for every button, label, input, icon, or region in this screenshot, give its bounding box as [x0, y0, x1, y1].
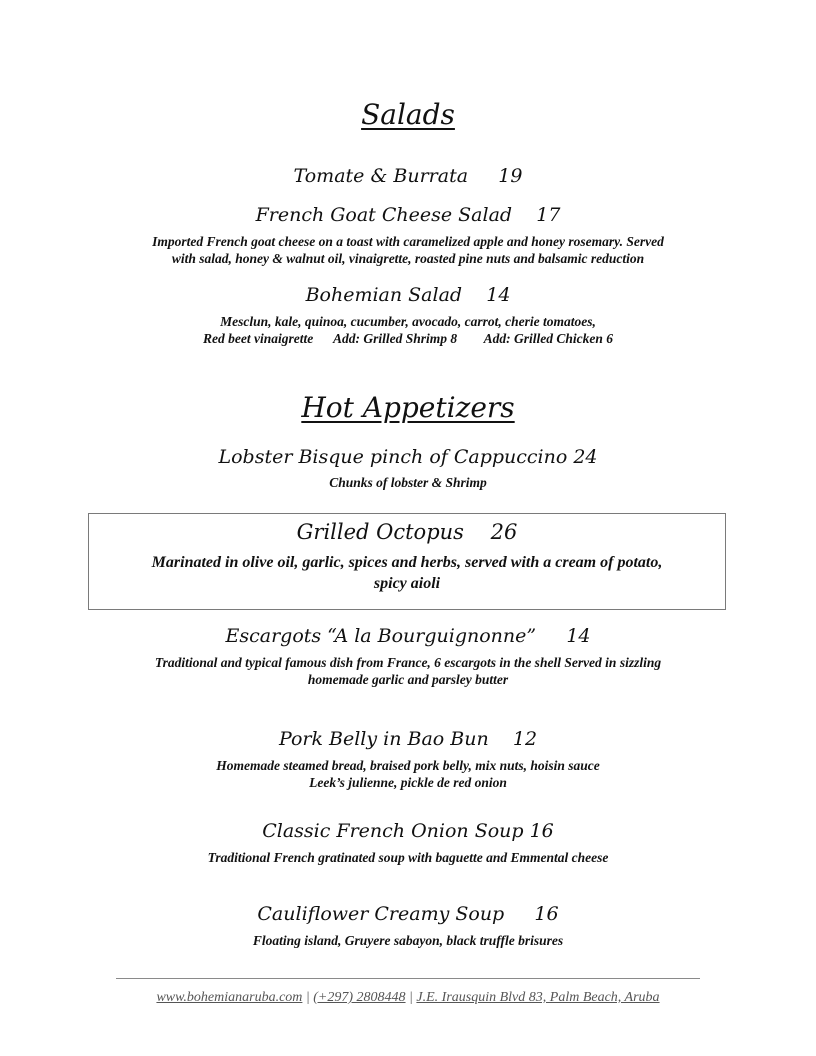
- description-line: Leek’s julienne, pickle de red onion: [309, 775, 507, 790]
- footer-separator: |: [405, 990, 417, 1005]
- menu-item-description: [90, 932, 726, 949]
- menu-item-description: [90, 313, 726, 347]
- description-line: spicy aioli: [373, 575, 441, 592]
- menu-item-description: [99, 552, 715, 594]
- menu-item-description: [90, 757, 726, 791]
- menu-item-description: [90, 474, 726, 491]
- description-line: homemade garlic and parsley butter: [307, 672, 509, 687]
- description-line: Homemade steamed bread, braised pork belly, mix nuts, hoisin sauce: [216, 758, 600, 773]
- website-link[interactable]: www.bohemianaruba.com: [156, 990, 303, 1005]
- salads-section-title: Salads: [361, 98, 455, 131]
- menu-item-name: Lobster Bisque pinch of Cappuccino 24: [218, 446, 598, 468]
- description-line: Traditional French gratinated soup with baguette and Emmental cheese: [207, 850, 609, 865]
- menu-item-description: [90, 654, 726, 688]
- menu-item-name: Bohemian Salad 14: [305, 284, 511, 306]
- menu-item-name: French Goat Cheese Salad 17: [255, 204, 561, 226]
- footer-separator: |: [302, 990, 314, 1005]
- menu-item-name: Grilled Octopus 26: [296, 520, 518, 544]
- description-line: Red beet vinaigrette Add: Grilled Shrimp 8 Add: Grilled Chicken 6: [203, 331, 613, 346]
- menu-item-description: [90, 233, 726, 267]
- menu-item-description: [90, 849, 726, 866]
- description-line: with salad, honey & walnut oil, vinaigrette, roasted pine nuts and balsamic reduction: [171, 251, 645, 266]
- footer-divider: [116, 978, 700, 979]
- menu-item-name: Tomate & Burrata 19: [293, 165, 523, 187]
- address-link[interactable]: J.E. Irausquin Blvd 83, Palm Beach, Aruba: [416, 990, 660, 1005]
- description-line: Mesclun, kale, quinoa, cucumber, avocado, carrot, cherie tomatoes,: [220, 314, 596, 329]
- footer: [0, 990, 816, 1006]
- description-line: Traditional and typical famous dish from France, 6 escargots in the shell Served in sizzling: [154, 655, 662, 670]
- description-line: Marinated in olive oil, garlic, spices and herbs, served with a cream of potato,: [151, 554, 663, 571]
- menu-item-name: Pork Belly in Bao Bun 12: [278, 728, 538, 750]
- hot-appetizers-section-title: Hot Appetizers: [301, 391, 515, 424]
- menu-item-name: Classic French Onion Soup 16: [262, 820, 554, 842]
- phone-link[interactable]: (+297) 2808448: [313, 990, 406, 1005]
- featured-item-box: [88, 513, 726, 610]
- menu-item-name: Cauliflower Creamy Soup 16: [257, 903, 559, 925]
- menu-item-name: Escargots “A la Bourguignonne” 14: [225, 625, 591, 647]
- description-line: Imported French goat cheese on a toast with caramelized apple and honey rosemary. Served: [152, 234, 664, 249]
- description-line: Chunks of lobster & Shrimp: [329, 475, 487, 490]
- description-line: Floating island, Gruyere sabayon, black truffle brisures: [252, 933, 564, 948]
